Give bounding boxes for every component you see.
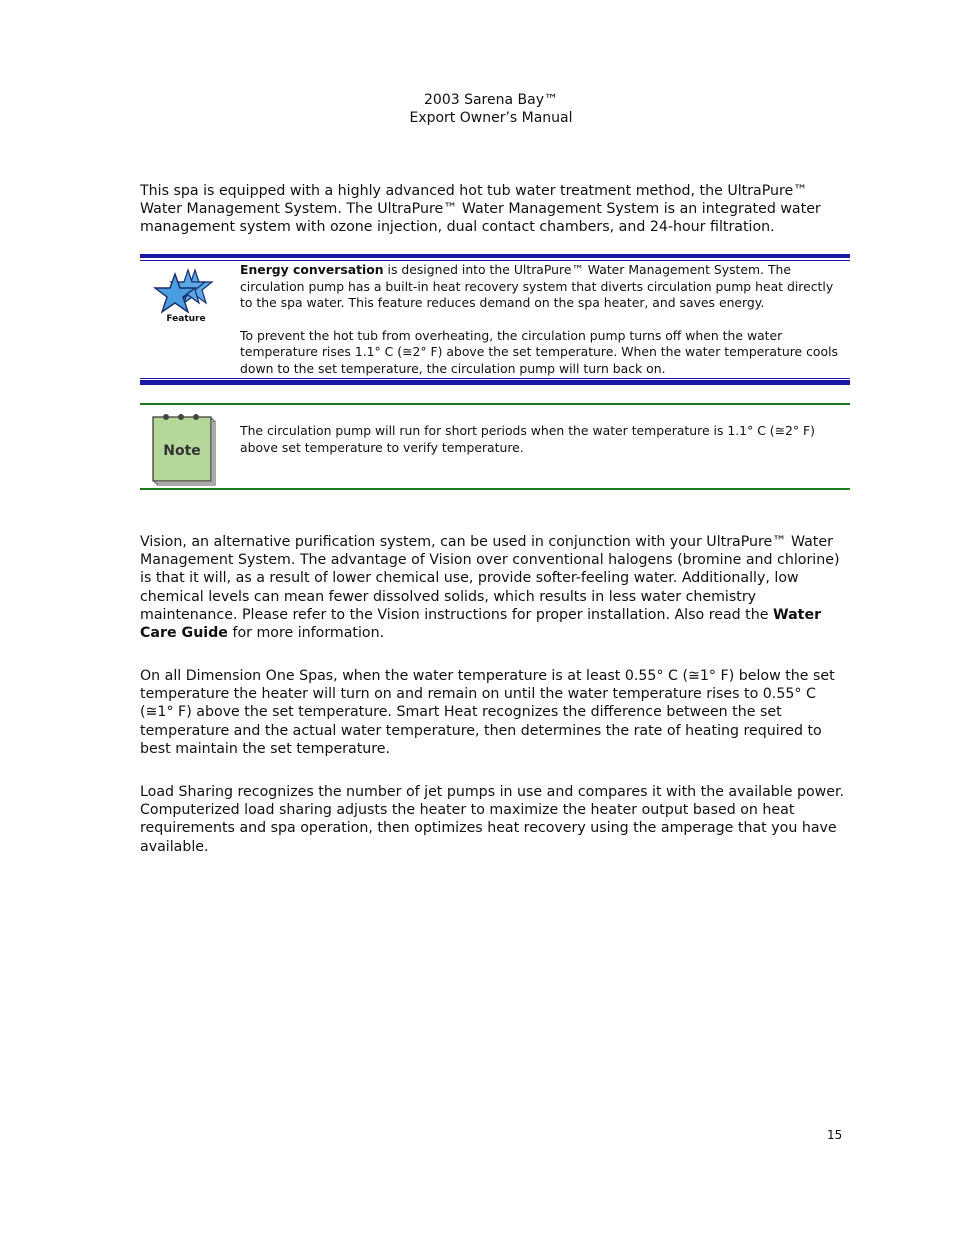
intro-paragraph: This spa is equipped with a highly advanced hot tub water treatment method, the UltraPure™ Water Management System. The UltraPure™ Water Management System is an integrated water management system with ozone injection, dual contact chambers, and 24-hour filtration. xyxy=(140,183,821,236)
load-sharing-paragraph: Load Sharing recognizes the number of jet pumps in use and compares it with the available power. Computerized load sharing adjusts the heater to maximize the heater output based on heat requirements and spa operation, then optimizes heat recovery using the amperage that you have available. xyxy=(140,784,845,855)
feature-callout xyxy=(140,254,850,385)
vision-text-1: Vision, an alternative purification system, can be used in conjunction with your UltraPure™ Water Management System. The advantage of Vision over conventional halogens (bromine and chlorine) is that it will, as a result of lower chemical use, provide softer-feeling water. Additionally, low chemical levels can mean fewer dissolved solids, which results in less water chemistry maintenance. Please refer to the Vision instructions for proper installation. Also read the xyxy=(140,534,840,623)
feature-title: Energy conversation xyxy=(240,262,384,277)
vision-text-2: for more information. xyxy=(227,625,385,642)
feature-text xyxy=(240,262,840,377)
feature-rule-top xyxy=(140,254,850,258)
header-subtitle: Export Owner’s Manual xyxy=(409,110,573,126)
note-rule-top xyxy=(140,403,850,405)
header-title: 2003 Sarena Bay™ xyxy=(424,92,558,108)
smart-heat-paragraph: On all Dimension One Spas, when the water temperature is at least 0.55° C (≅1° F) below the set temperature the heater will turn on and remain on until the water temperature rises to 0.55° C (≅1° F) above the set temperature. Smart Heat recognizes the difference between the set temperature and the actual water temperature, then determines the rate of heating required to best maintain the set temperature. xyxy=(140,668,835,757)
feature-rule-bottom-thin xyxy=(140,378,850,379)
feature-paragraph-2: To prevent the hot tub from overheating, the circulation pump turns off when the water temperature rises 1.1° C (≅2° F) above the set temperature. When the water temperature cools down to the set temperature, the circulation pump will turn back on. xyxy=(240,327,838,376)
page-header xyxy=(0,91,954,127)
feature-body-1: is designed into the UltraPure™ Water Management System. The circulation pump has a built-in heat recovery system that diverts circulation pump heat directly to the spa water. This feature reduces demand on the spa heater, and saves energy. xyxy=(240,262,834,310)
page-number: 15 xyxy=(827,1128,843,1142)
feature-label: Feature xyxy=(166,314,206,324)
water-care-guide-reference: Water Care Guide xyxy=(140,606,822,642)
feature-rule-bottom xyxy=(140,380,850,385)
note-callout xyxy=(140,403,850,492)
note-text: The circulation pump will run for short periods when the water temperature is 1.1° C (≅2° F) above set temperature to verify temperature. xyxy=(240,423,815,455)
feature-rule-top-thin xyxy=(140,260,850,261)
vision-paragraph xyxy=(140,533,852,642)
feature-paragraph-1 xyxy=(240,262,840,312)
note-label: Note xyxy=(163,443,201,459)
note-rule-bottom xyxy=(140,488,850,490)
note-pad-icon xyxy=(150,411,218,487)
